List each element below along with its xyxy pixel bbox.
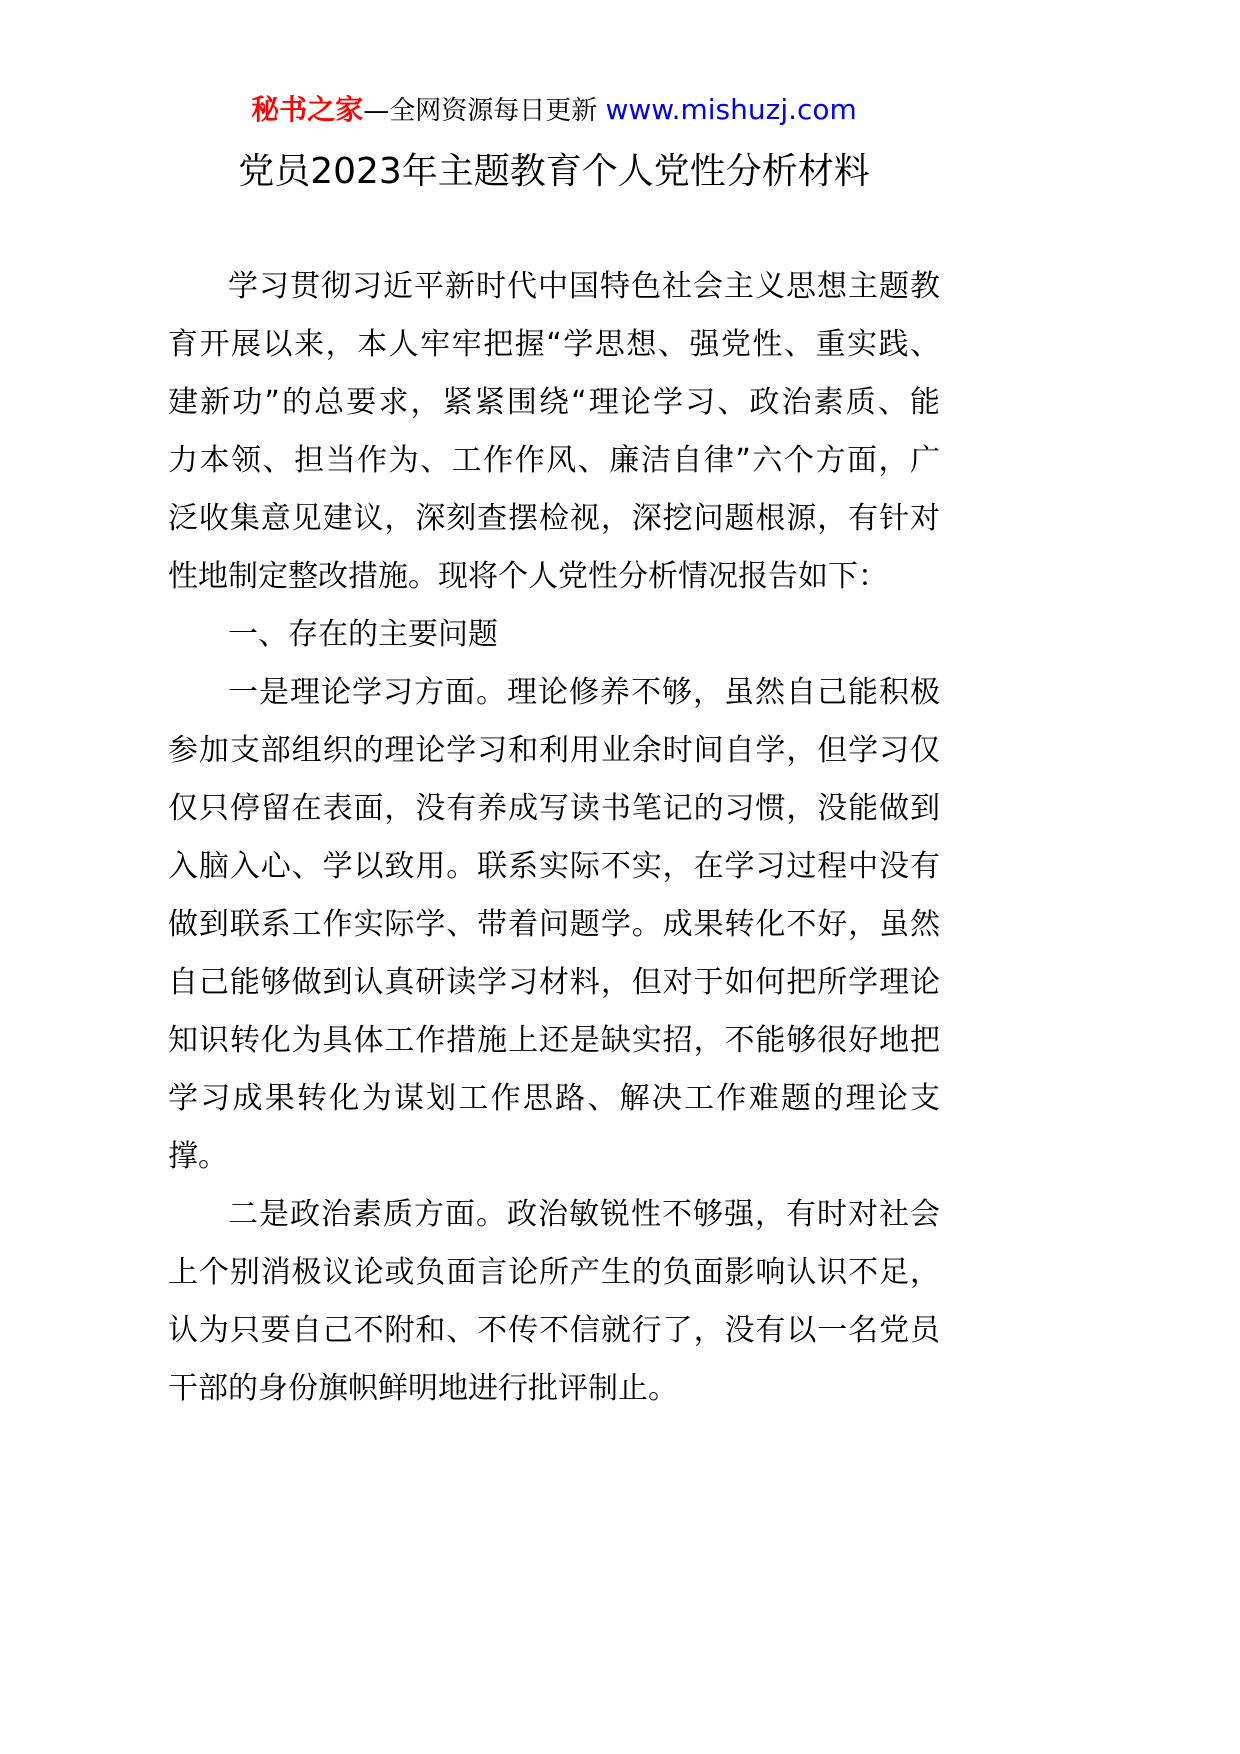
- paragraph-line: 学习成果转化为谋划工作思路、解决工作难题的理论支: [168, 1081, 940, 1116]
- document-body: [168, 258, 940, 1418]
- paragraph-line: 育开展以来，本人牢牢把握“学思想、强党性、重实践、: [168, 327, 940, 362]
- site-url: www.mishuzj.com: [605, 93, 857, 126]
- paragraph-line: 学习贯彻习近平新时代中国特色社会主义思想主题教: [228, 269, 940, 304]
- paragraph-line: 入脑入心、学以致用。联系实际不实，在学习过程中没有: [168, 849, 940, 884]
- paragraph-line: 泛收集意见建议，深刻查摆检视，深挖问题根源，有针对: [168, 501, 940, 536]
- paragraph-line: 撑。: [168, 1139, 228, 1174]
- paragraph-line: 做到联系工作实际学、带着问题学。成果转化不好，虽然: [168, 907, 940, 942]
- paragraph-line: 上个别消极议论或负面言论所产生的负面影响认识不足，: [168, 1255, 940, 1290]
- paragraph-line: 认为只要自己不附和、不传不信就行了，没有以一名党员: [168, 1313, 940, 1348]
- document-title: 党员2023年主题教育个人党性分析材料: [238, 151, 870, 192]
- paragraph-line: 性地制定整改措施。现将个人党性分析情况报告如下：: [168, 559, 888, 594]
- paragraph-line: 二是政治素质方面。政治敏锐性不够强，有时对社会: [228, 1197, 940, 1232]
- paragraph-line: 一是理论学习方面。理论修养不够，虽然自己能积极: [228, 675, 940, 710]
- paragraph-line: 建新功”的总要求，紧紧围绕“理论学习、政治素质、能: [168, 385, 940, 420]
- paragraph-line: 力本领、担当作为、工作作风、廉洁自律”六个方面，广: [168, 443, 940, 478]
- paragraph-line: 自己能够做到认真研读学习材料，但对于如何把所学理论: [168, 965, 940, 1000]
- paragraph-line: 知识转化为具体工作措施上还是缺实招，不能够很好地把: [168, 1023, 940, 1058]
- paragraph-line: 干部的身份旗帜鲜明地进行批评制止。: [168, 1371, 678, 1406]
- paragraph-line: 参加支部组织的理论学习和利用业余时间自学，但学习仅: [168, 733, 940, 768]
- paragraph-line: 仅只停留在表面，没有养成写读书笔记的习惯，没能做到: [168, 791, 940, 826]
- header-tagline: —全网资源每日更新: [363, 96, 606, 126]
- brand-name: 秘书之家: [251, 93, 364, 126]
- site-header: [168, 88, 940, 132]
- section-heading: 一、存在的主要问题: [228, 617, 498, 652]
